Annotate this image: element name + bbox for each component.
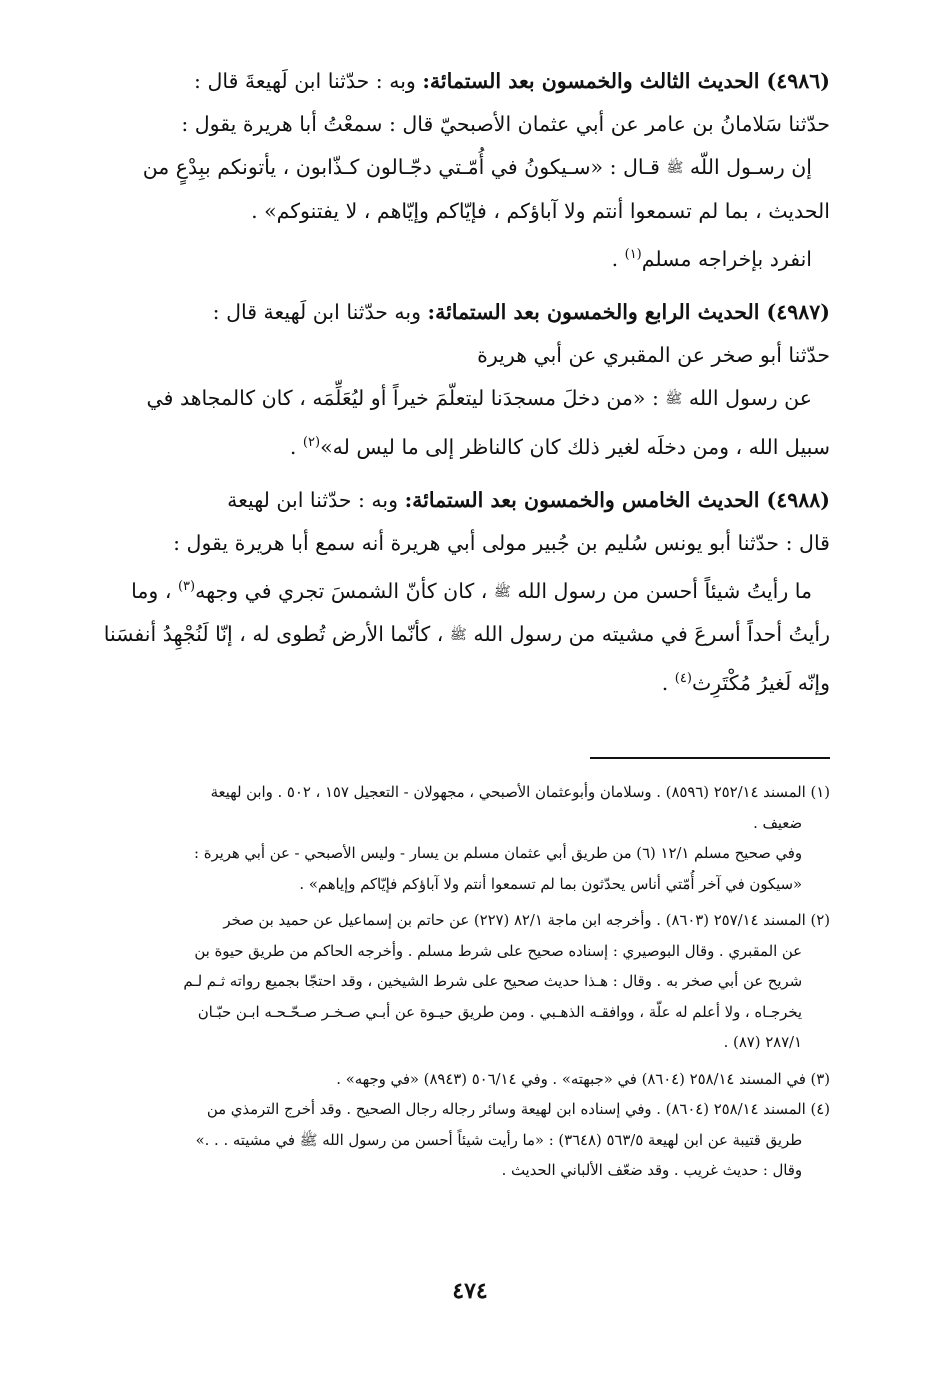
hadith-4988	[62, 479, 830, 706]
footnote-line: عن المقبري . وقال البوصيري : إسناده صحيح على شرط مسلم . وأخرجه الحاكم من طريق حيوة بن	[194, 942, 802, 960]
footnote-line: (٣) في المسند ٢٥٨/١٤ (٨٦٠٤) في «جبهته» . وفي ٥٠٦/١٤ (٨٩٤٣) «في وجهه» .	[336, 1070, 830, 1088]
hadith-text: وبه : حدّثنا ابن لَهيعةَ قال :	[194, 69, 423, 93]
footnote-2	[62, 906, 830, 1059]
footnote-divider	[590, 757, 830, 759]
footnote-line: وفي صحيح مسلم ١٢/١ (٦) من طريق أبي عثمان مسلم بن يسار - وليس الأصبحي - عن أبي هريرة :	[194, 845, 802, 862]
hadith-4986	[62, 60, 830, 281]
hadith-line	[62, 565, 830, 614]
footnote-line: (٤) المسند ٢٥٨/١٤ (٨٦٠٤) . وفي إسناده ابن لهيعة وسائر رجاله رجال الصحيح . وقد أخرج الترمذي من	[206, 1101, 830, 1118]
hadith-line	[62, 657, 830, 705]
hadith-text: سبيل الله ، ومن دخلَه لغير ذلك كان كالناظر إلى ما ليس له»	[320, 434, 830, 459]
main-text	[62, 60, 830, 715]
hadith-heading: (٤٩٨٦) الحديث الثالث والخمسون بعد الستمائة:	[422, 69, 830, 93]
hadith-text: وبه : حدّثنا ابن لهيعة	[227, 487, 405, 512]
hadith-line	[62, 60, 830, 103]
footnote-line: وقال : حديث غريب . وقد ضعّف الألباني الحديث .	[501, 1162, 802, 1179]
hadith-text: وإنّه لَغيرُ مُكْتَرِث	[691, 671, 830, 696]
hadith-line	[62, 613, 830, 657]
footnote-line: يخرجـاه ، ولا أعلم له علّة ، ووافقـه الذهـبي . ومن طريق حيـوة عن أبـي صـخـر صـحّـحـه ابـن حبّـان	[197, 1003, 802, 1021]
salawat-ligature: ﷺ	[449, 627, 467, 644]
hadith-4987	[62, 291, 830, 469]
salawat-ligature: ﷺ	[666, 160, 684, 176]
footnote-1	[62, 778, 830, 900]
hadith-line	[62, 479, 830, 522]
footnote-line: «سيكون في آخر أُمّتي أناس يحدّثون بما لم تسمعوا أنتم ولا آباؤكم فإيّاكم وإياهم» .	[299, 875, 802, 893]
footnote-line: (١) المسند ٢٥٢/١٤ (٨٥٩٦) . وسلامان وأبوعثمان الأصبحي ، مجهولان - التعجيل ١٥٧ ، ٥٠٢ . وابن لهيعة	[210, 784, 830, 801]
hadith-line: حدّثنا أبو صخر عن المقبري عن أبي هريرة	[477, 342, 830, 367]
hadith-text: ، كأنّما الأرض تُطوى له ، إنّا لَنُجْهِدُ أنفسَنا	[103, 622, 450, 647]
hadith-line	[62, 233, 830, 281]
hadith-heading: (٤٩٨٧) الحديث الرابع والخمسون بعد الستمائة:	[427, 299, 830, 324]
footnote-line: ٢٨٧/١ (٨٧) .	[723, 1034, 802, 1051]
footnote-3	[62, 1065, 830, 1096]
footnote-ref[interactable]: (٢)	[302, 434, 321, 450]
hadith-line: الحديث ، بما لم تسمعوا أنتم ولا آباؤكم ، فإيّاكم وإيّاهم ، لا يفتنوكم» .	[251, 199, 830, 223]
hadith-text: قـال : «سـيكونُ في أُمّـتي دجّـالون كـذّابون ، يأتونكم ببِدْعٍ من	[142, 155, 667, 179]
hadith-text: إن رسـول اللّه	[689, 155, 812, 179]
hadith-text: عن رسول الله	[688, 385, 812, 410]
hadith-text: .	[289, 434, 303, 459]
hadith-text: ، وما	[131, 578, 178, 603]
salawat-ligature: ﷺ	[493, 583, 511, 600]
hadith-text: ، كان كأنّ الشمسَ تجري في وجهه	[195, 578, 494, 603]
footnotes	[62, 778, 830, 1187]
hadith-text: ما رأيتُ شيئاً أحسن من رسول الله	[517, 578, 812, 603]
hadith-line: حدّثنا سَلامانُ بن عامر عن أبي عثمان الأصبحيّ قال : سمعْتُ أبا هريرة يقول :	[181, 112, 830, 136]
footnote-ref[interactable]: (١)	[624, 247, 642, 262]
hadith-heading: (٤٩٨٨) الحديث الخامس والخمسون بعد الستمائة:	[404, 487, 830, 512]
footnote-line: طريق قتيبة عن ابن لهيعة ٥٦٣/٥ (٣٦٤٨) : «ما رأيت شيئاً أحسن من رسول الله ﷺ في مشيته . . .»	[195, 1131, 802, 1149]
footnote-ref[interactable]: (٤)	[674, 671, 692, 687]
hadith-line	[62, 421, 830, 469]
hadith-text: : «من دخلَ مسجدَنا ليتعلّمَ خيراً أو ليُعَلِّمَه ، كان كالمجاهد في	[146, 385, 666, 410]
hadith-line	[62, 291, 830, 334]
hadith-line	[62, 377, 830, 421]
footnote-ref[interactable]: (٣)	[177, 578, 196, 594]
salawat-ligature: ﷺ	[665, 390, 683, 407]
footnote-line: ضعيف .	[753, 814, 802, 832]
hadith-text: .	[611, 246, 625, 271]
footnote-4	[62, 1095, 830, 1187]
hadith-line: قال : حدّثنا أبو يونس سُليم بن جُبير مولى أبي هريرة أنه سمع أبا هريرة يقول :	[173, 530, 830, 555]
hadith-text: وبه حدّثنا ابن لَهيعة قال :	[212, 299, 428, 324]
footnote-line: (٢) المسند ٢٥٧/١٤ (٨٦٠٣) . وأخرجه ابن ماجة ٨٢/١ (٢٢٧) عن حاتم بن إسماعيل عن حميد بن صخر	[223, 912, 830, 929]
hadith-text: رأيتُ أحداً أسرعَ في مشيته من رسول الله	[473, 622, 830, 647]
hadith-text: انفرد بإخراجه مسلم	[641, 246, 812, 271]
footnote-line: شريح عن أبي صخر به . وقال : هـذا حديث صحيح على شرط الشيخين ، وقد احتجّا بجميع رواته ثـم لـم	[183, 973, 802, 990]
page-number: ٤٧٤	[452, 1278, 488, 1304]
hadith-line	[62, 146, 830, 190]
hadith-text: .	[661, 671, 675, 696]
